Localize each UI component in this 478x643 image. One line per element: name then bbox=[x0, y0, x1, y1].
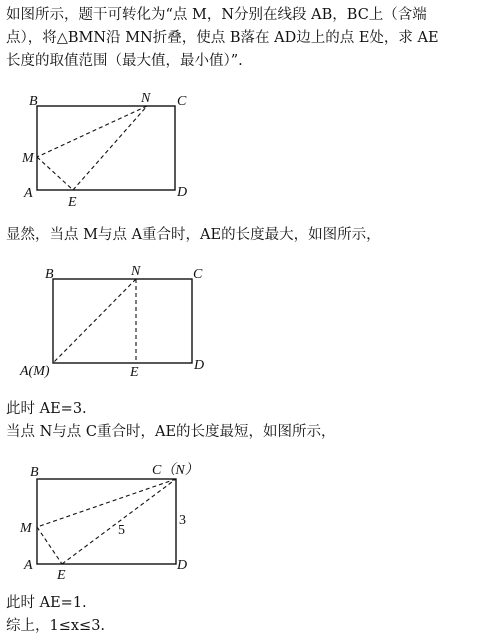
label-d: D bbox=[177, 185, 188, 200]
segment-me bbox=[37, 157, 73, 190]
intro-line-2: 点），将△BMN沿 MN折叠，使点 B落在 AD边上的点 E处，求 AE bbox=[6, 30, 439, 46]
label-d: D bbox=[194, 358, 205, 373]
result-min-text: 此时 AE=1. bbox=[6, 595, 87, 611]
label-b: B bbox=[30, 465, 39, 480]
figure-1-folding-diagram bbox=[0, 86, 478, 214]
label-a: A bbox=[24, 186, 33, 201]
label-b: B bbox=[29, 94, 38, 109]
conclusion-paragraph bbox=[6, 592, 472, 638]
segment-me bbox=[37, 527, 62, 564]
fold-line-an bbox=[53, 279, 136, 363]
fold-line-mn bbox=[37, 106, 147, 157]
label-m: M bbox=[20, 521, 32, 536]
conclusion-text: 综上，1≤x≤3. bbox=[6, 618, 106, 634]
label-a-m: A(M) bbox=[20, 364, 50, 379]
label-d: D bbox=[177, 558, 188, 573]
result-max-paragraph bbox=[6, 398, 472, 444]
result-max-text: 此时 AE=3. bbox=[6, 401, 87, 417]
label-c: C bbox=[193, 267, 203, 282]
label-e: E bbox=[130, 365, 139, 380]
segment-ne bbox=[73, 106, 147, 190]
label-m: M bbox=[22, 151, 34, 166]
case-max-paragraph bbox=[6, 224, 472, 247]
label-side-length: 3 bbox=[179, 513, 186, 528]
segment-ce bbox=[62, 479, 176, 564]
intro-line-3: 长度的取值范围（最大值，最小值）”. bbox=[6, 53, 243, 69]
label-c-n: C（N） bbox=[152, 463, 199, 478]
figure-3-min-case-diagram bbox=[0, 458, 478, 584]
label-e: E bbox=[57, 568, 66, 583]
rectangle-abcd bbox=[53, 279, 192, 363]
case-min-text: 当点 N与点 C重合时，AE的长度最短，如图所示， bbox=[6, 424, 336, 440]
label-n: N bbox=[141, 91, 151, 106]
intro-line-1: 如图所示，题干可转化为“点 M，N分别在线段 AB，BC上（含端 bbox=[6, 7, 427, 23]
fold-line-mc bbox=[37, 479, 176, 527]
intro-paragraph bbox=[6, 4, 472, 73]
label-b: B bbox=[45, 267, 54, 282]
label-c: C bbox=[177, 94, 187, 109]
rectangle-abcd bbox=[37, 479, 176, 564]
figure-2-max-case-diagram bbox=[0, 258, 478, 388]
label-diagonal-length: 5 bbox=[118, 523, 125, 538]
case-max-text: 显然，当点 M与点 A重合时，AE的长度最大，如图所示， bbox=[6, 227, 381, 243]
label-n: N bbox=[131, 264, 141, 279]
label-e: E bbox=[68, 195, 77, 210]
label-a: A bbox=[24, 558, 33, 573]
